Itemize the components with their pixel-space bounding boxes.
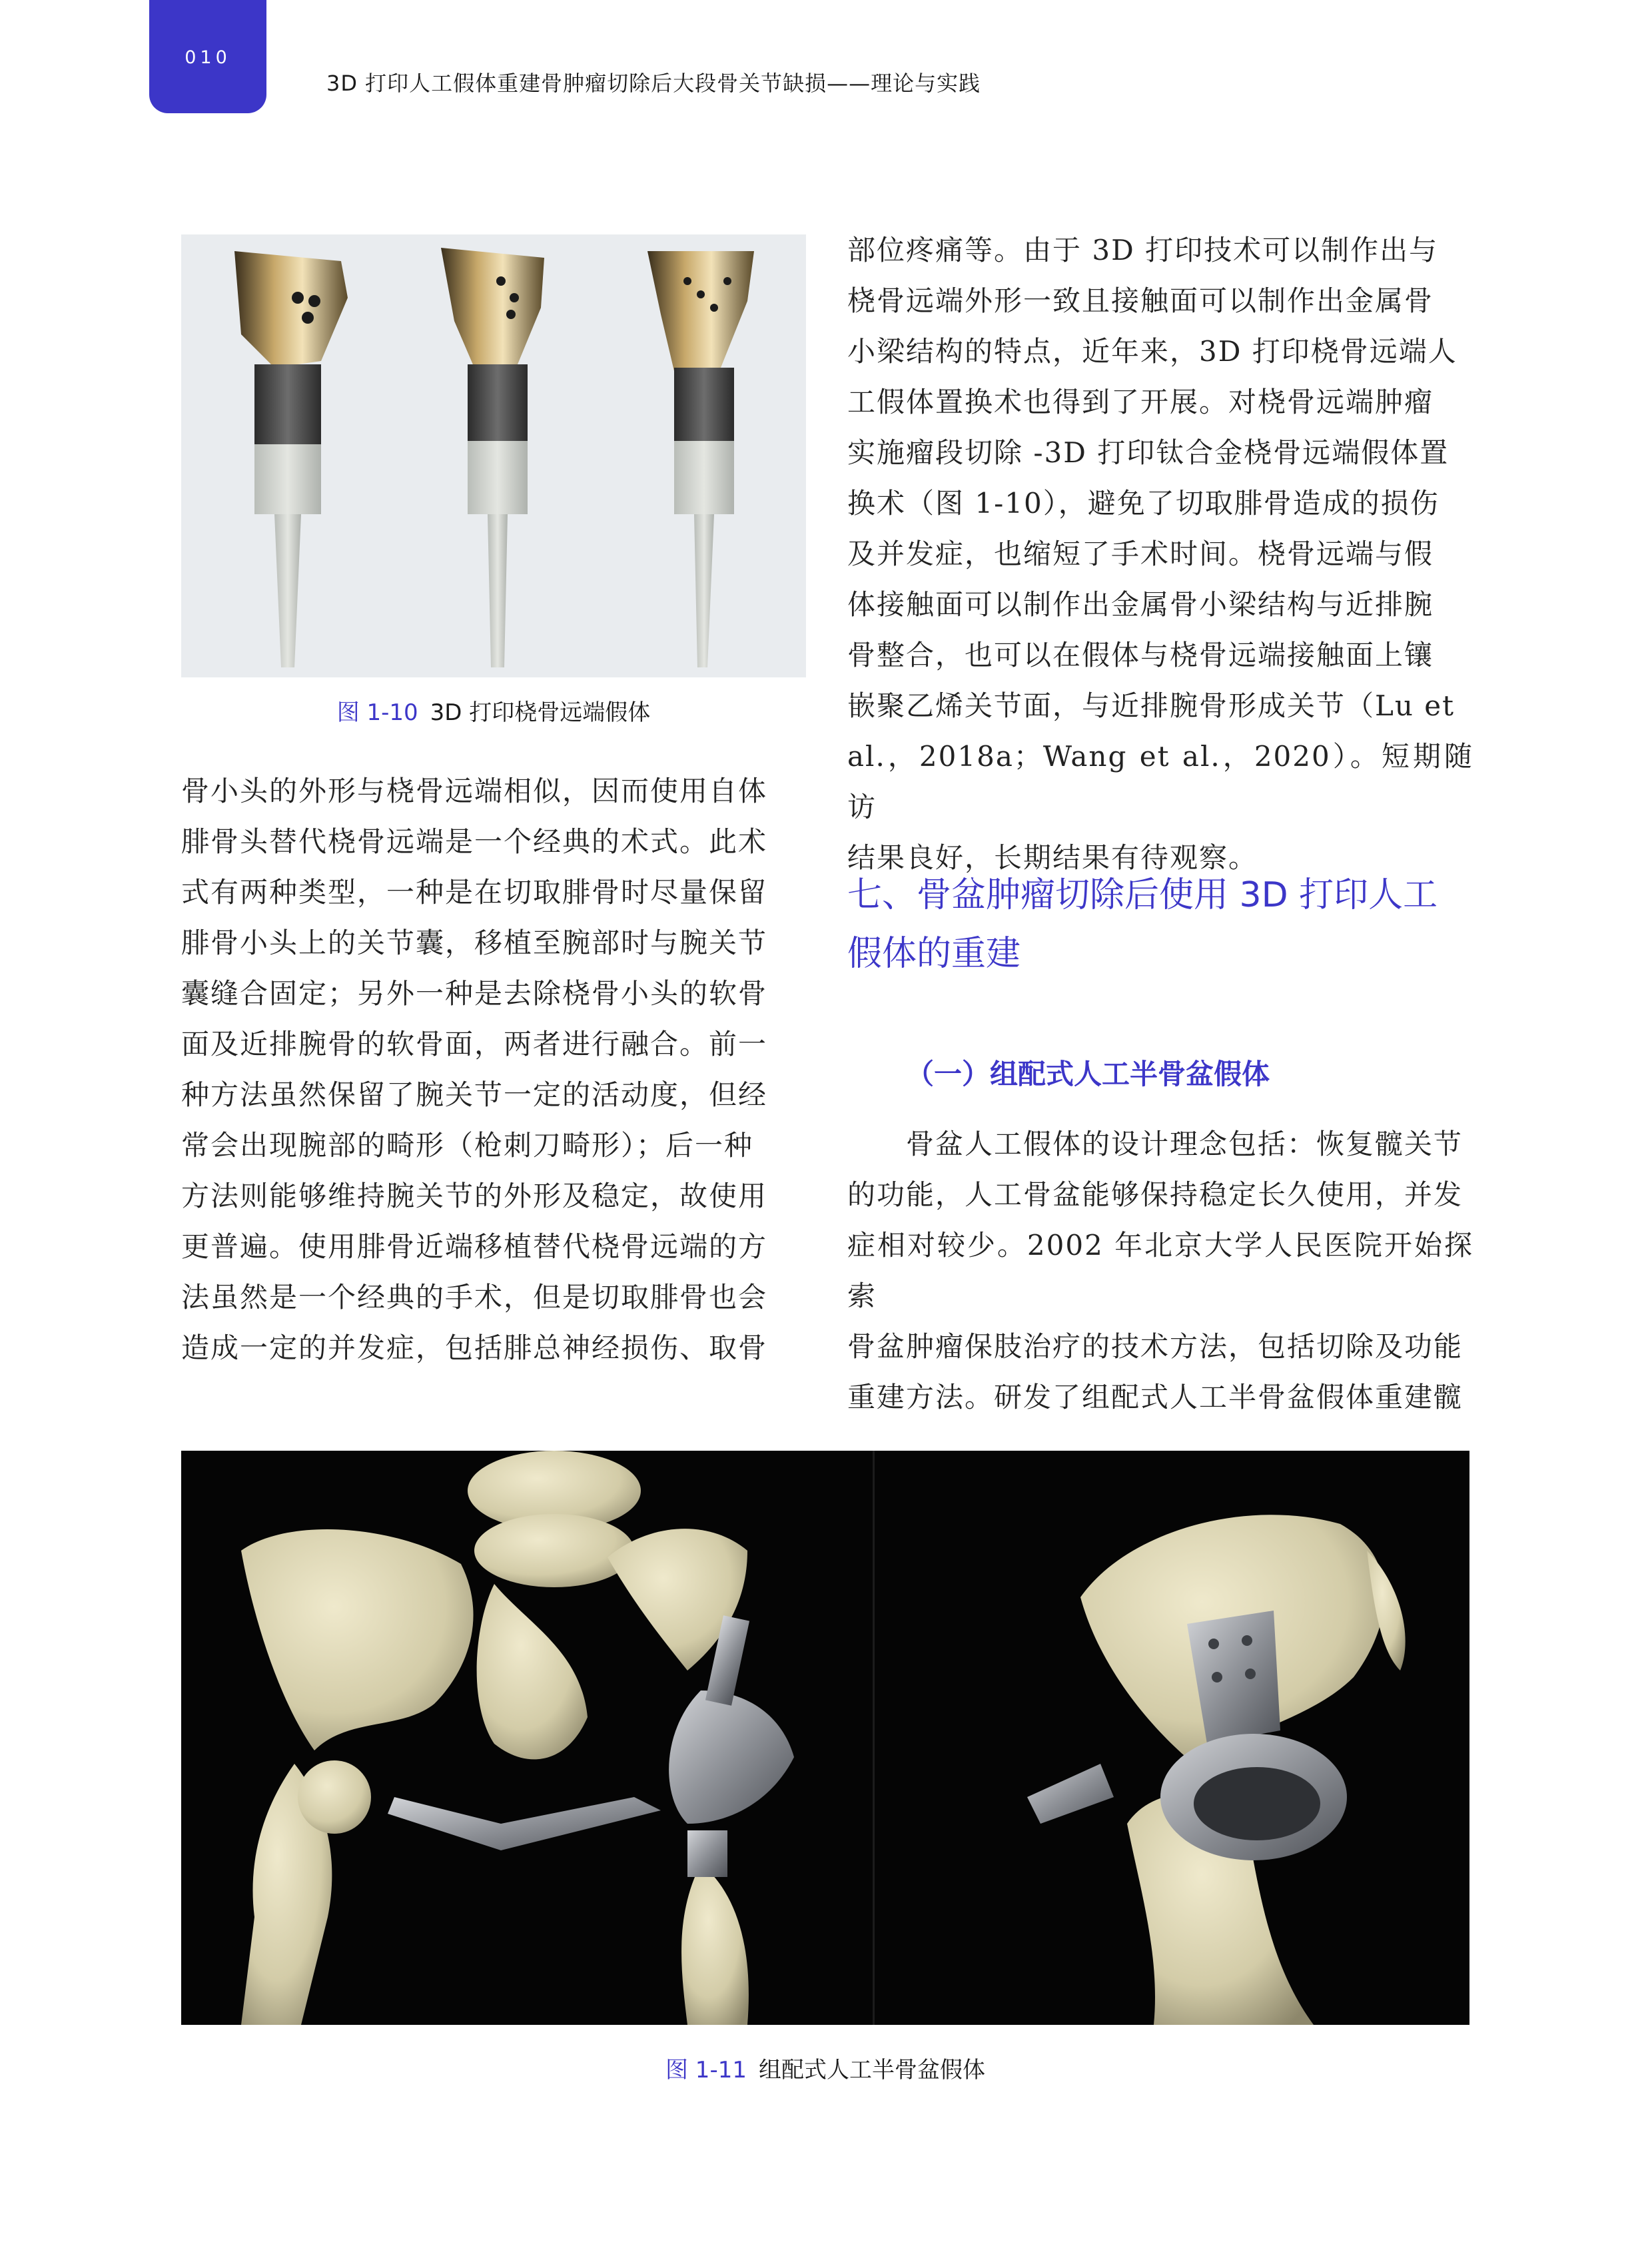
page-number-tab xyxy=(149,0,266,113)
right-column-paragraph-2: 骨盆人工假体的设计理念包括：恢复髋关节 的功能，人工骨盆能够保持稳定长久使用，并发 症相对较少。2002 年北京大学人民医院开始探索 骨盆肿瘤保肢治疗的技术方法，包括切除及功能 重建方法。研发了组配式人工半骨盆假体重建髋 xyxy=(847,1128,1473,1413)
pelvis-front-view xyxy=(241,1451,794,2025)
right-column-paragraph-1: 部位疼痛等。由于 3D 打印技术可以制作出与 桡骨远端外形一致且接触面可以制作出金属骨 小梁结构的特点，近年来，3D 打印桡骨远端人 工假体置换术也得到了开展。对桡骨远端肿瘤 实施瘤段切除 -3D 打印钛合金桡骨远端假体置 换术（图 1-10），避免了切取腓骨造成的损伤 及并发症，也缩短了手术时间。桡骨远端与假 体接触面可以制作出金属骨小梁结构与近排腕 骨整合，也可以在假体与桡骨远端接触面上镶 嵌聚乙烯关节面，与近排腕骨形成关节（Lu et al.，2018a；Wang et al.，2020）。短期随访 结果良好，长期结果有待观察。 xyxy=(847,234,1473,874)
figure-1-11-caption xyxy=(181,2052,1469,2084)
left-column-paragraph: 骨小头的外形与桡骨远端相似，因而使用自体 腓骨头替代桡骨远端是一个经典的术式。此术 式有两种类型，一种是在切取腓骨时尽量保留 腓骨小头上的关节囊，移植至腕部时与腕关节 囊缝合固定；另外一种是去除桡骨小头的软骨 面及近排腕骨的软骨面，两者进行融合。前一 种方法虽然保留了腕关节一定的活动度，但经 常会出现腕部的畸形（枪刺刀畸形）；后一种 方法则能够维持腕关节的外形及稳定，故使用 更普遍。使用腓骨近端移植替代桡骨远端的方 法虽然是一个经典的手术，但是切取腓骨也会 造成一定的并发症，包括腓总神经损伤、取骨 xyxy=(181,775,768,1364)
running-header-title: 3D 打印人工假体重建骨肿瘤切除后大段骨关节缺损——理论与实践 xyxy=(326,71,981,96)
figure-1-10-caption xyxy=(181,694,806,727)
page-number: 010 xyxy=(185,47,231,68)
left-column xyxy=(181,766,807,1373)
figure-1-11-title: 组配式人工半骨盆假体 xyxy=(758,2057,985,2083)
figure-1-10-image xyxy=(181,234,806,677)
sub-heading: （一）组配式人工半骨盆假体 xyxy=(906,1058,1270,1090)
figure-1-10-title: 3D 打印桡骨远端假体 xyxy=(430,699,651,726)
figure-1-10-label: 图 1-10 xyxy=(336,699,418,726)
radius-prosthesis-3 xyxy=(647,251,754,667)
radius-prosthesis-1 xyxy=(234,251,348,667)
right-column-top xyxy=(847,225,1473,883)
radius-prosthesis-2 xyxy=(441,248,544,667)
pelvis-lateral-view xyxy=(1027,1515,1406,2025)
right-column-bottom xyxy=(847,1119,1473,1423)
figure-1-11-image xyxy=(181,1451,1469,2025)
figure-1-11-label: 图 1-11 xyxy=(665,2057,747,2083)
section-heading: 七、骨盆肿瘤切除后使用 3D 打印人工 假体的重建 xyxy=(847,875,1438,974)
